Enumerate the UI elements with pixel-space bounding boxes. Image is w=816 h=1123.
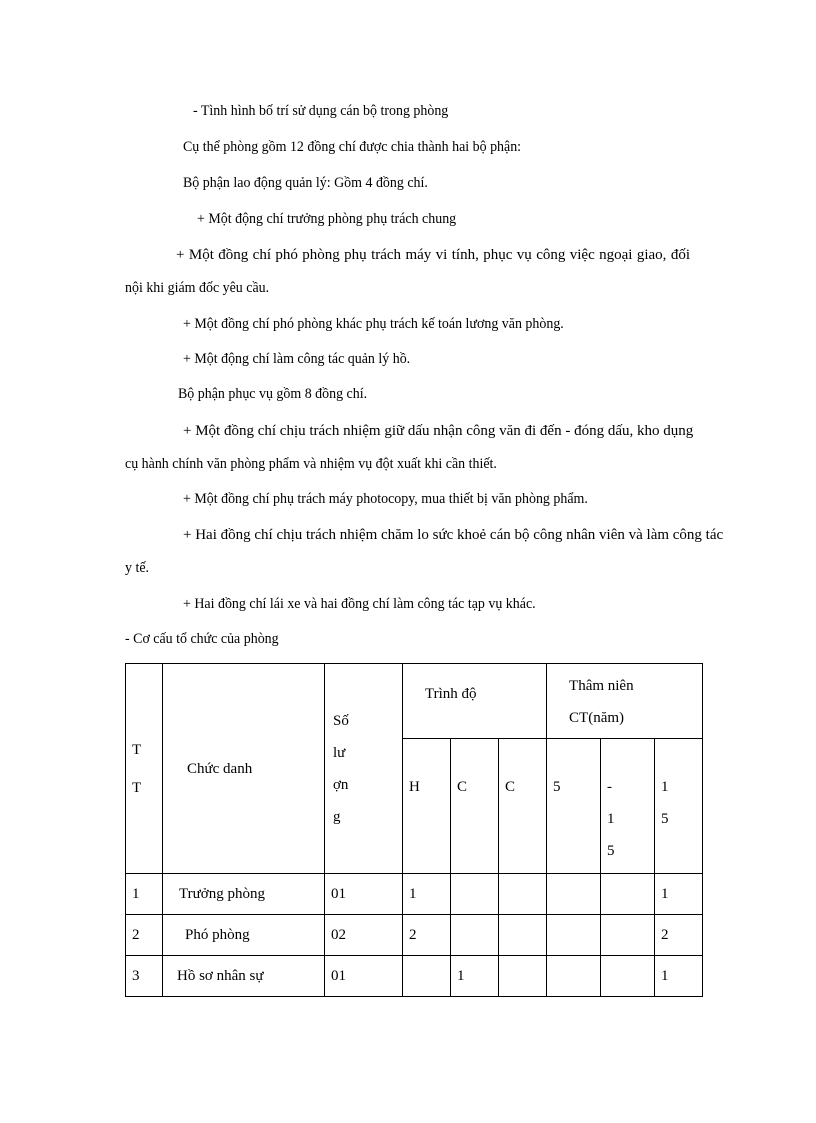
row-3-c1: 1	[451, 956, 499, 997]
paragraph-8: Bộ phận phục vụ gồm 8 đồng chí.	[178, 386, 368, 402]
paragraph-13: - Cơ cấu tổ chức của phòng	[125, 631, 279, 647]
header-tham-nien-15	[655, 739, 703, 874]
row-2-h: 2	[403, 915, 451, 956]
row-2-tn2	[601, 915, 655, 956]
header-tham-nien-5-15-3: 5	[607, 843, 615, 859]
header-tham-nien-15-1: 1	[661, 779, 669, 795]
header-tt-1: T	[132, 741, 142, 758]
row-2-c2	[499, 915, 547, 956]
paragraph-2: Cụ thể phòng gồm 12 đồng chí được chia thành hai bộ phận:	[183, 139, 522, 155]
row-3-tn2	[601, 956, 655, 997]
row-2-tn3: 2	[655, 915, 703, 956]
header-trinh-do: Trình độ	[403, 664, 547, 739]
row-2-so-luong: 02	[325, 915, 403, 956]
header-tt	[126, 664, 163, 874]
header-tham-nien-5-15	[601, 739, 655, 874]
header-so-luong-1: Số	[333, 712, 349, 729]
row-2-c1	[451, 915, 499, 956]
row-1-chuc-danh: Trưởng phòng	[163, 874, 325, 915]
header-trinh-do-c1: C	[451, 739, 499, 874]
header-tham-nien-15-2: 5	[661, 811, 669, 827]
paragraph-11-line-2: y tế.	[125, 560, 150, 576]
row-1-tn1	[547, 874, 601, 915]
row-1-tt: 1	[126, 874, 163, 915]
paragraph-9-line-2: cụ hành chính văn phòng phẩm và nhiệm vụ đột xuất khi cần thiết.	[125, 456, 497, 472]
header-tham-nien	[547, 664, 703, 739]
header-so-luong-2: lư	[333, 744, 346, 761]
table-row	[126, 915, 703, 956]
header-tham-nien-5: 5	[547, 739, 601, 874]
header-tt-2: T	[132, 779, 142, 796]
paragraph-5-line-2: nội khi giám đốc yêu cầu.	[125, 280, 270, 296]
row-3-tt: 3	[126, 956, 163, 997]
org-structure-table	[125, 663, 703, 997]
row-3-chuc-danh: Hồ sơ nhân sự	[163, 956, 325, 997]
header-tham-nien-5-15-1: -	[607, 779, 613, 795]
row-2-chuc-danh: Phó phòng	[163, 915, 325, 956]
row-2-tn1	[547, 915, 601, 956]
header-so-luong-3: ợn	[333, 776, 349, 793]
table-row	[126, 874, 703, 915]
row-1-c1	[451, 874, 499, 915]
row-3-c2	[499, 956, 547, 997]
row-2-tt: 2	[126, 915, 163, 956]
row-1-tn2	[601, 874, 655, 915]
row-3-h	[403, 956, 451, 997]
header-so-luong-4: g	[333, 808, 341, 825]
header-chuc-danh: Chức danh	[163, 664, 325, 874]
paragraph-5-line-1: + Một đồng chí phó phòng phụ trách máy vi tính, phục vụ công việc ngoại giao, đối	[176, 247, 690, 263]
header-tham-nien-5-15-2: 1	[607, 811, 615, 827]
paragraph-1: - Tình hình bố trí sử dụng cán bộ trong phòng	[193, 103, 449, 119]
paragraph-11-line-1: + Hai đồng chí chịu trách nhiệm chăm lo sức khoẻ cán bộ công nhân viên và làm công tác	[183, 527, 724, 543]
paragraph-3: Bộ phận lao động quản lý: Gồm 4 đồng chí.	[183, 175, 428, 191]
table-header-row-1	[126, 664, 703, 739]
row-3-tn3: 1	[655, 956, 703, 997]
paragraph-7: + Một động chí làm công tác quản lý hồ.	[183, 351, 411, 367]
row-3-tn1	[547, 956, 601, 997]
row-1-so-luong: 01	[325, 874, 403, 915]
row-1-h: 1	[403, 874, 451, 915]
paragraph-9-line-1: + Một đồng chí chịu trách nhiệm giữ dấu nhận công văn đi đến - đóng dấu, kho dụng	[183, 423, 694, 439]
row-1-c2	[499, 874, 547, 915]
row-3-so-luong: 01	[325, 956, 403, 997]
paragraph-12: + Hai đồng chí lái xe và hai đồng chí làm công tác tạp vụ khác.	[183, 596, 536, 612]
paragraph-6: + Một đồng chí phó phòng khác phụ trách kế toán lương văn phòng.	[183, 316, 564, 332]
header-tham-nien-2: CT(năm)	[569, 710, 625, 726]
header-trinh-do-c2: C	[499, 739, 547, 874]
paragraph-4: + Một động chí trưởng phòng phụ trách chung	[197, 211, 457, 227]
header-tham-nien-1: Thâm niên	[569, 678, 634, 694]
row-1-tn3: 1	[655, 874, 703, 915]
paragraph-10: + Một đồng chí phụ trách máy photocopy, mua thiết bị văn phòng phẩm.	[183, 491, 588, 507]
table-row	[126, 956, 703, 997]
header-so-luong	[325, 664, 403, 874]
header-trinh-do-h: H	[403, 739, 451, 874]
